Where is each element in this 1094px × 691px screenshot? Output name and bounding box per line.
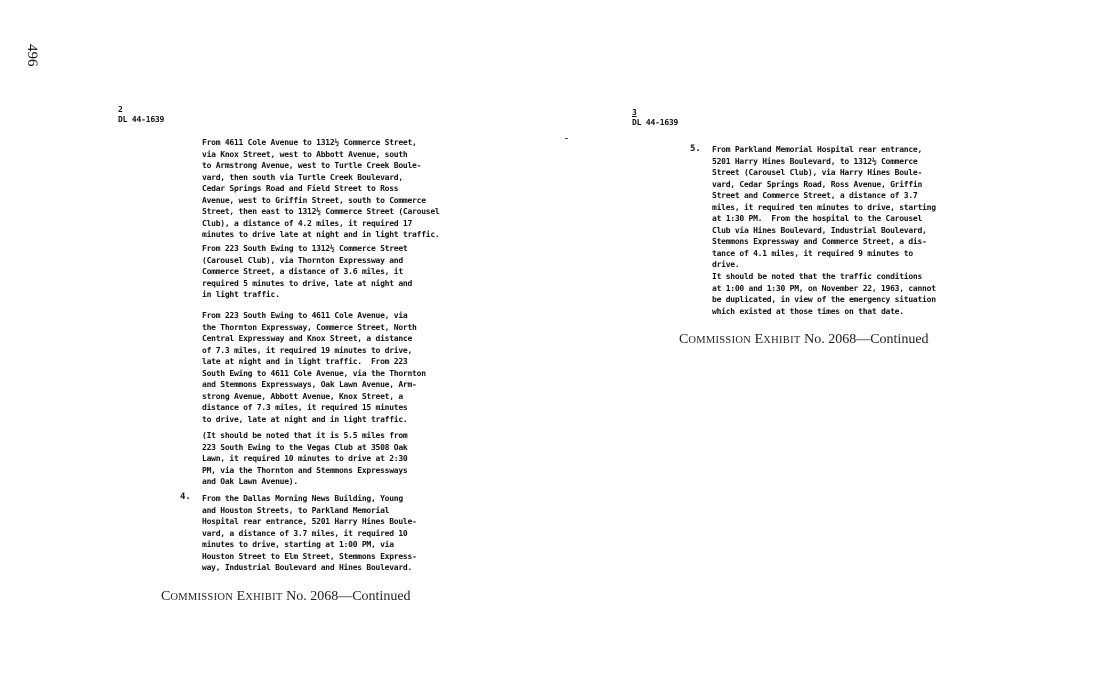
right-note-paragraph: It should be noted that the traffic conditions at 1:00 and 1:30 PM, on November 22, 1963, cannot be duplicated, in view of the emergency situation which existed at those times on that date. (712, 272, 936, 316)
item-5-number: 5. (690, 144, 701, 154)
left-paragraph-1: From 4611 Cole Avenue to 1312½ Commerce Street, via Knox Street, west to Abbott Avenue, south to Armstrong Avenue, west to Turtle Creek Boule- vard, then south via Turtle Creek Boulevard, Cedar Springs Road and Field Street to Ross Avenue, west to Griffin Street, south to Commerce Street, then east to 1312½ Commerce Street (Carousel Club), a distance of 4.2 miles, it required 17 minutes to drive late at night and in light traffic. (202, 138, 440, 239)
margin-mark (565, 138, 568, 139)
item-4-number: 4. (180, 492, 191, 502)
left-paragraph-3: From 223 South Ewing to 4611 Cole Avenue, via the Thornton Expressway, Commerce Street, North Central Expressway and Knox Street, a distance of 7.3 miles, it required 19 minutes to drive, late at night and in light traffic. From 223 South Ewing to 4611 Cole Avenue, via the Thornton and Stemmons Expressways, Oak Lawn Avenue, Arm- strong Avenue, Abbott Avenue, Knox Street, a distance of 7.3 miles, it required 15 minutes to drive, late at night and in light traffic. (202, 311, 426, 424)
right-file-number: DL 44-1639 (632, 118, 679, 127)
left-file-number: DL 44-1639 (118, 115, 165, 124)
left-paragraph-4: (It should be noted that it is 5.5 miles from 223 South Ewing to the Vegas Club at 3508 Oak Lawn, it required 10 minutes to drive at 2:30 PM, via the Thornton and Stemmons Expressways and Oak Lawn Avenue). (202, 431, 408, 486)
right-exhibit-caption: COMMISSION EXHIBIT No. 2068—Continued (679, 332, 929, 347)
item-4-text: From the Dallas Morning News Building, Young and Houston Streets, to Parkland Memorial Hospital rear entrance, 5201 Harry Hines Boule- vard, a distance of 3.7 miles, it required 10 minutes to drive, starting at 1:00 PM, via Houston Street to Elm Street, Stemmons Express- way, Industrial Boulevard and Hines Boulevard. (202, 494, 417, 572)
left-document-page (118, 105, 558, 572)
left-exhibit-caption: COMMISSION EXHIBIT No. 2068—Continued (161, 589, 411, 604)
item-5-text: From Parkland Memorial Hospital rear entrance, 5201 Harry Hines Boulevard, to 1312½ Commerce Street (Carousel Club), via Harry Hines Boule- vard, Cedar Springs Road, Ross Avenue, Griffin Street and Commerce Street, a distance of 3.7 miles, it required ten minutes to drive, starting at 1:30 PM. From the hospital to the Carousel Club via Hines Boulevard, Industrial Boulevard, Stemmons Expressway and Commerce Street, a dis- tance of 4.1 miles, it required 9 minutes to drive. (712, 145, 936, 269)
left-page-id: 2 (118, 105, 123, 114)
right-document-page (632, 108, 1012, 316)
left-paragraph-2: From 223 South Ewing to 1312½ Commerce Street (Carousel Club), via Thornton Expressway and Commerce Street, a distance of 3.6 miles, it required 5 minutes to drive, late at night and in light traffic. (202, 244, 413, 299)
page-number: 496 (24, 44, 40, 67)
right-page-id: 3 (632, 108, 637, 117)
